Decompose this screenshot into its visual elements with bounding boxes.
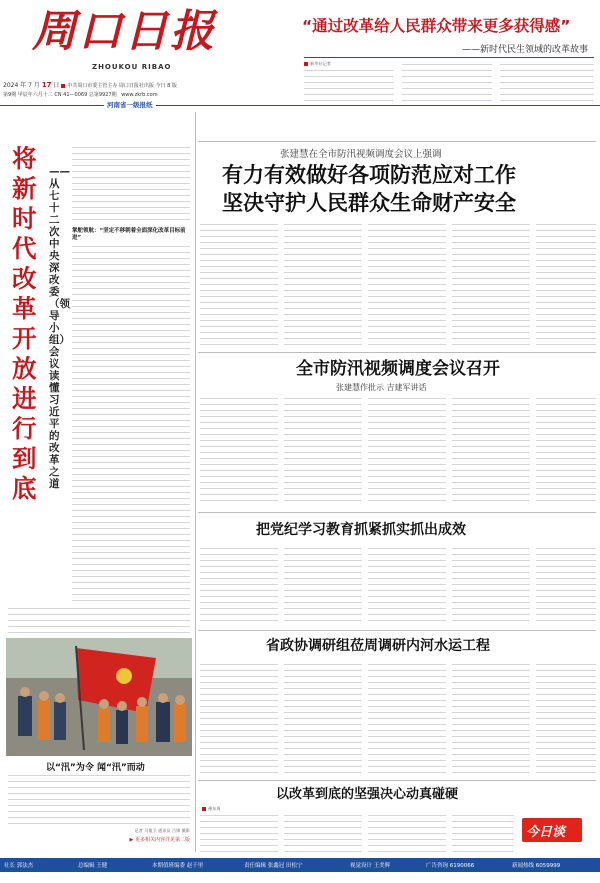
footer-item-ads: 广告咨询 6190066 [426, 863, 475, 869]
story2-col-4 [452, 396, 530, 506]
lead-body-c [8, 606, 190, 636]
story2-col-1 [200, 396, 278, 506]
footer-bar [0, 858, 600, 872]
footer-item-editor: 总编辑 王健 [78, 863, 108, 869]
story3-col-1 [200, 546, 278, 626]
footer-item-design: 视觉设计 王美辉 [350, 863, 391, 869]
story5-col-3 [368, 813, 446, 855]
story4-col-1 [200, 662, 278, 776]
story3-col-5 [536, 546, 596, 626]
story1-kicker: 张建慧在全市防汛视频调度会议上强调 [280, 149, 442, 160]
lead-photo-credit: 记者 马俊卫 通讯员 吕锦 摄影 [134, 828, 190, 833]
today-talk-badge[interactable] [522, 818, 582, 842]
arrow-right-icon: ▶ [129, 837, 134, 843]
lead-body-a [72, 145, 190, 225]
story3-headline[interactable]: 把党纪学习教育抓紧抓实抓出成效 [256, 522, 466, 538]
promo-headline[interactable]: “通过改革给人民群众带来更多获得感” [302, 17, 571, 35]
story1-col-3 [368, 222, 446, 348]
lead-photo-caption: 以“汛”为令 闻“汛”而动 [46, 763, 145, 773]
lead-vertical-title: 将新时代改革开放进行到底 [12, 144, 37, 503]
lead-more-link[interactable]: ▶ 更多相关内容详见第二版 [129, 837, 190, 843]
story4-col-3 [368, 662, 446, 776]
lead-photo-scene [6, 638, 192, 756]
story2-col-3 [368, 396, 446, 506]
lead-body-b [72, 244, 190, 606]
story5-byline: 豫东周 [202, 806, 262, 812]
lead-vertical-subtitle: ——从七十二次中央深改委（领导小组）会议读懂习近平的改革之道 [49, 166, 70, 490]
story1-col-4 [452, 222, 530, 348]
story2-subhead: 张建慧作批示 吉建军讲话 [336, 383, 427, 392]
today-talk-label: 今日谈 [526, 825, 566, 840]
footer-item-publisher: 社长 郭法杰 [4, 863, 34, 869]
lead-column-heading: 掌舵领航：“坚定不移朝着全面深化改革目标前进” [72, 228, 186, 241]
story5-headline[interactable]: 以改革到底的坚强决心动真碰硬 [276, 787, 459, 802]
newspaper-pinyin: ZHOUKOU RIBAO [92, 63, 172, 71]
story2-top-rule [198, 352, 596, 353]
story4-headline[interactable]: 省政协调研组莅周调研内河水运工程 [266, 638, 490, 654]
story4-col-5 [536, 662, 596, 776]
story3-top-rule [198, 512, 596, 513]
story2-headline[interactable]: 全市防汛视频调度会议召开 [296, 359, 500, 379]
masthead [0, 0, 600, 100]
story2-col-5 [536, 396, 596, 506]
story4-col-2 [284, 662, 362, 776]
story1-headline-1[interactable]: 有力有效做好各项防范应对工作 [222, 162, 516, 187]
grade-bar [0, 101, 600, 110]
footer-item-responsible: 责任编辑 张鑫冠 田松宁 [244, 863, 303, 869]
footer-item-duty: 本期值班编委 赵千里 [152, 863, 204, 869]
date-week: 日 [53, 82, 60, 89]
story4-top-rule [198, 630, 596, 631]
promo-body-1 [304, 68, 394, 102]
story5-col-1 [200, 813, 278, 855]
promo-sub: ——新时代民生领域的改革故事 [462, 45, 589, 55]
lead-photo-text [8, 773, 190, 825]
lead-photo [6, 638, 192, 756]
issue-line: 第9期 甲辰年六月十二 CN 41—0069 总第9927期 [3, 92, 117, 98]
promo-body-2 [402, 62, 492, 102]
date-row [3, 80, 303, 90]
story3-col-2 [284, 546, 362, 626]
story4-col-4 [452, 662, 530, 776]
date-line: 2024 年 7 月 [3, 82, 40, 89]
grade-label: 河南省一级报纸 [104, 101, 156, 110]
story1-top-rule [198, 141, 596, 142]
website[interactable]: www.zkrb.com [121, 92, 158, 98]
newspaper-logo: 周口日报 [32, 6, 216, 57]
lead-divider [195, 112, 196, 852]
story5-top-rule [198, 780, 596, 781]
footer-item-hotline: 新闻热线 6059999 [512, 863, 561, 869]
story1-col-2 [284, 222, 362, 348]
date-day: 17 [41, 81, 52, 89]
story1-col-1 [200, 222, 278, 348]
promo-tag: 新华社记者 [304, 61, 364, 67]
story5-col-4 [452, 813, 514, 855]
promo-body-3 [500, 62, 594, 102]
story5-col-2 [284, 813, 362, 855]
publisher-line: 中共周口市委主管主办 周口日报社出版 今日 8 版 [67, 83, 177, 89]
promo-rule [304, 57, 594, 58]
story3-col-3 [368, 546, 446, 626]
story3-col-4 [452, 546, 530, 626]
story1-headline-2[interactable]: 坚决守护人民群众生命财产安全 [222, 190, 516, 215]
issue-row [3, 91, 303, 99]
story2-col-2 [284, 396, 362, 506]
story1-col-5 [536, 222, 596, 348]
